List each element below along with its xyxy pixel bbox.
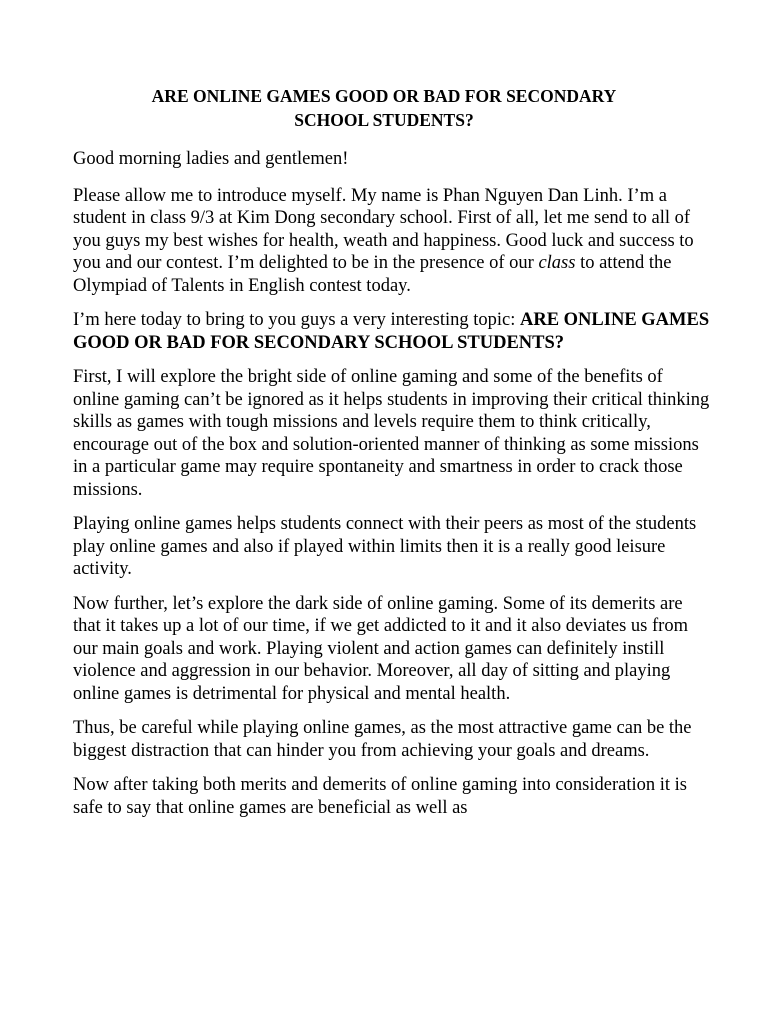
- title-line-2: SCHOOL STUDENTS?: [294, 110, 474, 130]
- topic-bold-title: ARE ONLINE GAMES GOOD OR BAD FOR SECONDARY SCHOOL STUDENTS?: [73, 310, 710, 353]
- intro-text-end: to attend the Olympiad of Talents in English contest today.: [73, 253, 672, 296]
- careful-paragraph: Thus, be careful while playing online games, as the most attractive game can be the biggest distraction that can hinder you from achieving your goals and dreams.: [73, 718, 692, 761]
- intro-italic-word: class: [538, 253, 576, 273]
- conclusion-paragraph: Now after taking both merits and demerits of online gaming into consideration it is safe to say that online games are beneficial as well as: [73, 775, 687, 818]
- dark-side-paragraph: Now further, let’s explore the dark side of online gaming. Some of its demerits are that it takes up a lot of our time, if we get addicted to it and it also deviates us from our main goals and work. Playing violent and action games can definitely instill violence and aggression in our behavior. Moreover, all day of sitting and playing online games is detrimental for physical and mental health.: [73, 593, 688, 704]
- topic-lead: I’m here today to bring to you guys a very interesting topic:: [73, 310, 520, 330]
- peers-paragraph: Playing online games helps students connect with their peers as most of the students play online games and also if played within limits then it is a really good leisure activity.: [73, 514, 697, 579]
- topic-paragraph: [73, 309, 713, 354]
- intro-paragraph: [73, 185, 713, 298]
- title-line-1: ARE ONLINE GAMES GOOD OR BAD FOR SECONDARY: [151, 86, 617, 106]
- document-title: [60, 84, 708, 132]
- greeting-paragraph: Good morning ladies and gentlemen!: [73, 149, 349, 169]
- document-body: [73, 148, 713, 831]
- bright-side-paragraph: First, I will explore the bright side of online gaming and some of the benefits of online gaming can’t be ignored as it helps students in improving their critical thinking skills as games with tough missions and levels require them to think critically, encourage out of the box and solution-oriented manner of thinking as some missions in a particular game may require spontaneity and smartness in order to crack those missions.: [73, 367, 710, 500]
- intro-text: Please allow me to introduce myself. My name is Phan Nguyen Dan Linh. I’m a student in class 9/3 at Kim Dong secondary school. First of all, let me send to all of you guys my best wishes for health, weath and happiness. Good luck and success to you and our contest. I’m delighted to be in the presence of our: [73, 185, 694, 273]
